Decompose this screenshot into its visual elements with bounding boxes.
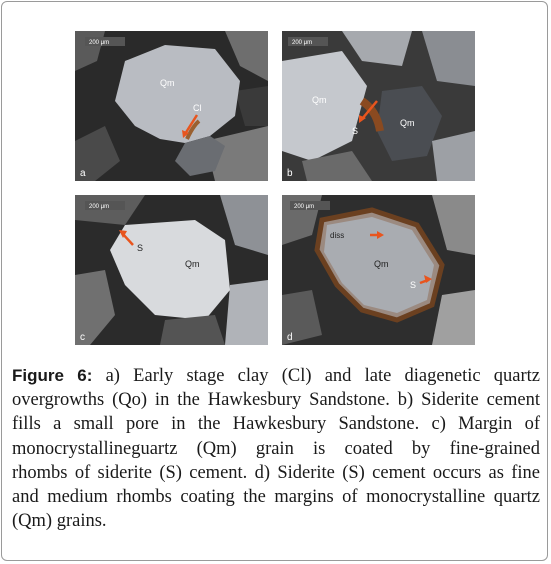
panel-letter-a: a: [80, 168, 86, 179]
scale-bar-d: 200 μm: [294, 204, 315, 210]
panel-letter-c: c: [80, 332, 85, 343]
scale-bar-a: 200 μm: [89, 40, 110, 46]
caption-text-1: a) Early stage clay (Cl) and late diagenetic quartz: [105, 366, 540, 386]
caption-line-4: monocrystallineguartz (Qm) grain is coated by fine-grained: [12, 438, 540, 459]
label-s-b: S: [352, 126, 359, 136]
caption-label: Figure 6:: [12, 366, 93, 385]
label-qm-c: Qm: [185, 259, 200, 269]
scale-bar-c: 200 μm: [89, 204, 110, 210]
label-s-d: S: [410, 280, 417, 290]
figure-caption: [12, 364, 540, 533]
caption-line-2: overgrowths (Qo) in the Hawkesbury Sandstone. b) Siderite cement: [12, 390, 540, 411]
micrograph-panel-a: [75, 31, 268, 181]
panel-letter-d: d: [287, 332, 293, 343]
label-qm-d: Qm: [374, 259, 389, 269]
label-s-c: S: [137, 243, 144, 253]
caption-line-7: (Qm) grains.: [12, 511, 107, 532]
label-diss-d: diss: [330, 231, 345, 240]
label-cl-a: Cl: [193, 103, 202, 113]
caption-line-1: [12, 364, 540, 388]
label-qm2-b: Qm: [400, 118, 415, 128]
micrograph-panel-d: [282, 195, 475, 345]
label-qm1-b: Qm: [312, 95, 327, 105]
panel-letter-b: b: [287, 168, 293, 179]
micrograph-panel-c: [75, 195, 268, 345]
caption-line-5: rhombs of siderite (S) cement. d) Siderite (S) cement occurs as fine: [12, 462, 540, 483]
label-qm-a: Qm: [160, 78, 175, 88]
scale-bar-b: 200 μm: [292, 40, 313, 46]
micrograph-panel-b: [282, 31, 475, 181]
caption-line-3: fills a small pore in the Hawkesbury Sandstone. c) Margin of: [12, 414, 540, 435]
caption-line-6: and medium rhombs coating the margins of monocrystalline quartz: [12, 487, 540, 508]
